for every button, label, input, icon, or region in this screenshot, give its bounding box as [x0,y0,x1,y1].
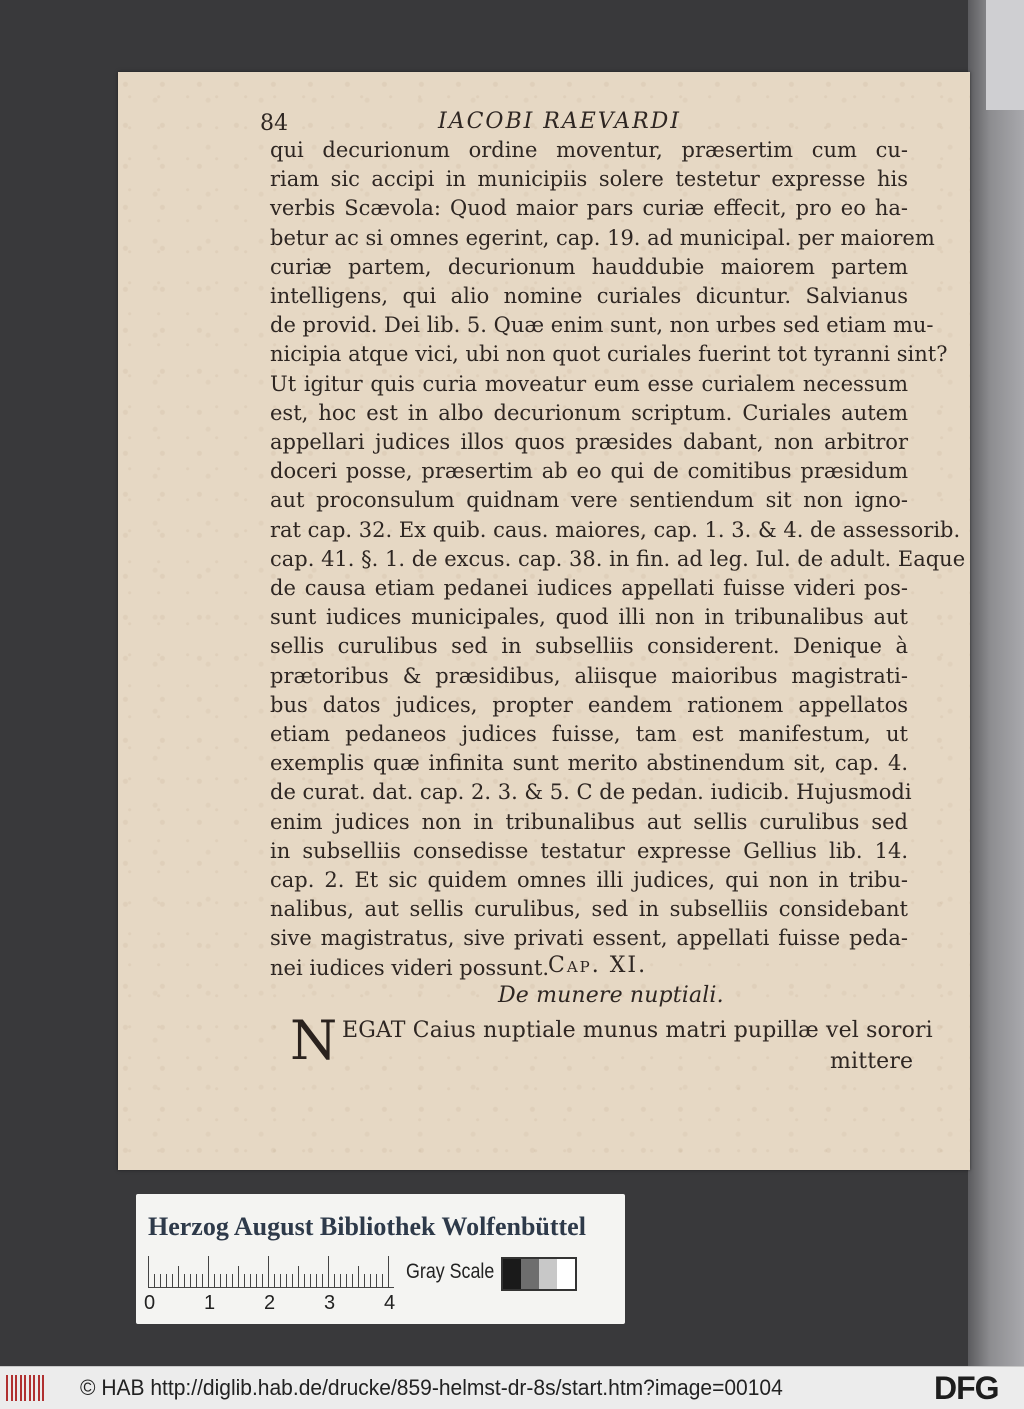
ruler-tick [256,1274,257,1288]
ruler-tick [166,1274,167,1288]
ruler-tick [226,1274,227,1288]
grayscale-step [521,1259,539,1289]
ruler-tick [202,1274,203,1288]
ruler-tick [184,1274,185,1288]
ruler-tick [352,1274,353,1288]
ruler-tick [250,1274,251,1288]
ruler-tick [172,1274,173,1288]
ruler-tick [190,1274,191,1288]
logo-bar [29,1375,31,1401]
ruler-tick [316,1274,317,1288]
library-label-card [136,1194,625,1324]
text-line: aut proconsulum quidnam vere sentiendum sit non igno- [270,488,908,513]
text-line: de causa etiam pedanei iudices appellati fuisse videri pos- [270,576,908,601]
running-head: IACOBI RAEVARDI [438,109,681,134]
grayscale-step [539,1259,557,1289]
grayscale-step [557,1259,575,1289]
chapter-first-line: EGAT Caius nuptiale munus matri pupillæ vel sorori [342,1018,933,1043]
ruler-number: 0 [144,1292,156,1314]
text-line: appellari judices illos quos præsides dabant, non arbitror [270,430,908,455]
drop-cap: N [290,1009,338,1072]
ruler-tick [310,1274,311,1288]
ruler-tick [208,1256,209,1288]
text-line: enim judices non in tribunalibus aut sellis curulibus sed [270,809,908,834]
ruler-tick [388,1256,389,1288]
footer-url[interactable]: © HAB http://diglib.hab.de/drucke/859-helmst-dr-8s/start.htm?image=00104 [80,1375,783,1400]
footer-bar [0,1366,1024,1409]
ruler-tick [214,1274,215,1288]
logo-bar [20,1375,22,1401]
next-page-edge [968,0,1024,1366]
body-text [270,136,970,983]
ruler-tick [268,1256,269,1288]
ruler-tick [178,1266,179,1288]
text-line: cap. 41. §. 1. de excus. cap. 38. in fin. ad leg. Iul. de adult. Eaque [270,546,966,571]
dfg-logo: DFG [934,1370,999,1406]
grayscale-label: Gray Scale [406,1260,495,1283]
logo-bar [6,1375,8,1401]
ruler-tick [280,1274,281,1288]
text-line: rat cap. 32. Ex quib. caus. maiores, cap. 1. 3. & 4. de assessorib. [270,517,961,542]
ruler-tick [244,1274,245,1288]
hab-logo-icon [6,1375,46,1401]
logo-bar [42,1375,44,1401]
book-page [118,72,970,1170]
grayscale-step [503,1259,521,1289]
logo-bar [24,1375,26,1401]
text-line: riam sic accipi in municipiis solere testetur expresse his [270,167,908,192]
ruler-tick [262,1274,263,1288]
ruler-tick [292,1274,293,1288]
ruler-tick [358,1266,359,1288]
logo-bar [11,1375,13,1401]
ruler-number: 4 [384,1292,396,1314]
logo-bar [38,1375,40,1401]
ruler-number: 3 [324,1292,336,1314]
text-line: exemplis quæ infinita sunt merito abstinendum sit, cap. 4. [270,751,908,776]
ruler-tick [328,1256,329,1288]
ruler-tick [364,1274,365,1288]
ruler-tick [148,1256,149,1288]
text-line: sunt iudices municipales, quod illi non in tribunalibus aut [270,605,908,630]
text-line: cap. 2. Et sic quidem omnes illi judices, qui non in tribu- [270,868,908,893]
ruler-tick [298,1266,299,1288]
ruler-tick [304,1274,305,1288]
ruler-number: 2 [264,1292,276,1314]
text-line: prætoribus & præsidibus, aliisque maioribus magistrati- [270,663,908,688]
ruler-tick [160,1274,161,1288]
chapter-subtitle: De munere nuptiali. [498,983,724,1008]
ruler-tick [340,1274,341,1288]
scale-ruler [148,1256,394,1288]
text-line: de provid. Dei lib. 5. Quæ enim sunt, non urbes sed etiam mu- [270,313,934,338]
grayscale-swatch [501,1257,577,1291]
text-line: nalibus, aut sellis curulibus, sed in subselliis considebant [270,897,908,922]
text-line: de curat. dat. cap. 2. 3. & 5. C de pedan. iudicib. Hujusmodi [270,780,912,805]
catchword: mittere [830,1049,914,1074]
ruler-tick [286,1274,287,1288]
text-line: doceri posse, præsertim ab eo qui de comitibus præsidum [270,459,908,484]
text-line: nei iudices videri possunt. [270,955,550,980]
page-number: 84 [260,111,289,136]
text-line: sellis curulibus sed in subselliis considerent. Denique à [270,634,908,659]
text-line: in subselliis consedisse testatur expresse Gellius lib. 14. [270,838,908,863]
ruler-tick [154,1274,155,1288]
logo-bar [15,1375,17,1401]
text-line: nicipia atque vici, ubi non quot curiales fuerint tot tyranni sint? [270,342,948,367]
library-name: Herzog August Bibliothek Wolfenbüttel [148,1212,586,1241]
text-line: intelligens, qui alio nomine curiales dicuntur. Salvianus [270,284,908,309]
text-line: curiæ partem, decurionum hauddubie maiorem partem [270,254,908,279]
page-edge-tab [986,0,1024,110]
text-line: etiam pedaneos judices fuisse, tam est manifestum, ut [270,722,908,747]
ruler-number: 1 [204,1292,216,1314]
ruler-tick [274,1274,275,1288]
text-line: verbis Scævola: Quod maior pars curiæ effecit, pro eo ha- [270,196,908,221]
text-line: bus datos judices, propter eandem rationem appellatos [270,692,908,717]
logo-bar [33,1375,35,1401]
ruler-tick [238,1266,239,1288]
ruler-tick [370,1274,371,1288]
text-line: est, hoc est in albo decurionum scriptum. Curiales autem [270,400,908,425]
text-line: Ut igitur quis curia moveatur eum esse curialem necessum [270,371,908,396]
ruler-tick [196,1274,197,1288]
text-line: sive magistratus, sive privati essent, appellati fuisse peda- [270,926,908,951]
ruler-tick [334,1274,335,1288]
text-line: betur ac si omnes egerint, cap. 19. ad municipal. per maiorem [270,225,935,250]
ruler-tick [322,1274,323,1288]
ruler-tick [346,1274,347,1288]
ruler-tick [376,1274,377,1288]
chapter-heading: Cap. XI. [548,953,648,978]
ruler-tick [232,1274,233,1288]
ruler-tick [220,1274,221,1288]
ruler-tick [382,1274,383,1288]
text-line: qui decurionum ordine moventur, præsertim cum cu- [270,138,908,162]
